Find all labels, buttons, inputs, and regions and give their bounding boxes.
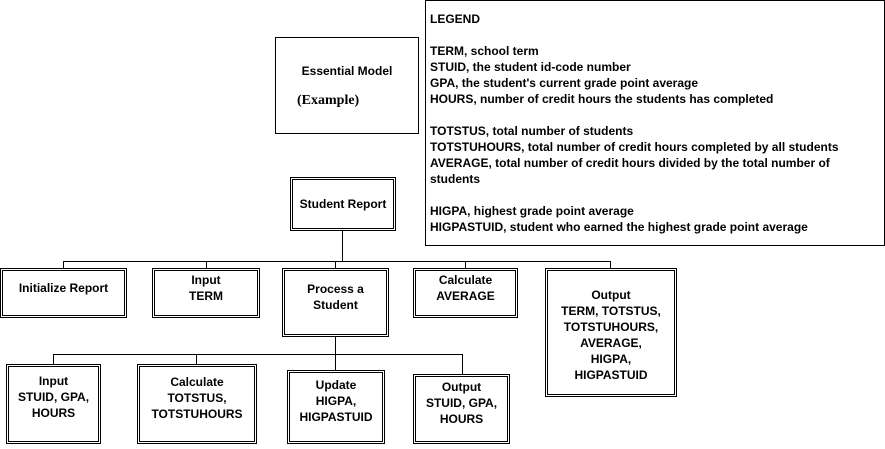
calculate-average-node: Calculate AVERAGE	[413, 268, 518, 318]
legend-entry: STUID, the student id-code number	[430, 60, 631, 74]
update-higpa-node: Update HIGPA, HIGPASTUID	[287, 370, 385, 444]
drop-input-term-line	[206, 261, 207, 268]
essential-model-subtitle: (Example)	[297, 93, 360, 108]
legend-group-3	[430, 203, 880, 235]
drop-update-hi-line	[335, 354, 336, 370]
legend-entry: GPA, the student's current grade point average	[430, 76, 699, 90]
output-all-node: Output TERM, TOTSTUS, TOTSTUHOURS, AVERAGE, HIGPA, HIGPASTUID	[545, 268, 677, 397]
input-term-node: Input TERM	[152, 268, 260, 318]
legend-entry: HOURS, number of credit hours the students has completed	[430, 92, 774, 106]
legend-group-2	[430, 123, 880, 187]
output-student-node: Output STUID, GPA, HOURS	[413, 374, 510, 444]
input-student-node: Input STUID, GPA, HOURS	[6, 364, 101, 444]
legend-title: LEGEND	[430, 12, 481, 26]
legend-entry: AVERAGE, total number of credit hours divided by the total number of students	[430, 156, 830, 186]
process-stem-line	[335, 337, 336, 355]
drop-input-student-line	[53, 354, 54, 364]
level1-bus-line	[63, 261, 611, 262]
drop-output-all-line	[610, 261, 611, 268]
essential-model-title: Essential Model	[301, 64, 393, 78]
process-student-node: Process a Student	[282, 268, 389, 337]
calculate-totals-node: Calculate TOTSTUS, TOTSTUHOURS	[137, 364, 257, 444]
essential-model-box	[275, 37, 419, 134]
legend-group-1	[430, 43, 880, 107]
legend-entry: HIGPASTUID, student who earned the highest grade point average	[430, 220, 808, 234]
legend-entry: TERM, school term	[430, 44, 539, 58]
legend-panel	[425, 0, 885, 246]
drop-calc-tot-line	[196, 354, 197, 364]
drop-initialize-line	[63, 261, 64, 268]
drop-process-line	[335, 261, 336, 268]
legend-entry: TOTSTUS, total number of students	[430, 124, 634, 138]
legend-entry: HIGPA, highest grade point average	[430, 204, 634, 218]
initialize-report-node: Initialize Report	[0, 268, 127, 318]
legend-entry: TOTSTUHOURS, total number of credit hours completed by all students	[430, 140, 839, 154]
student-report-node: Student Report	[290, 177, 396, 231]
level2-bus-line	[53, 354, 462, 355]
root-stem-line	[342, 231, 343, 261]
drop-output-student-line	[462, 354, 463, 374]
drop-calc-average-line	[465, 261, 466, 268]
